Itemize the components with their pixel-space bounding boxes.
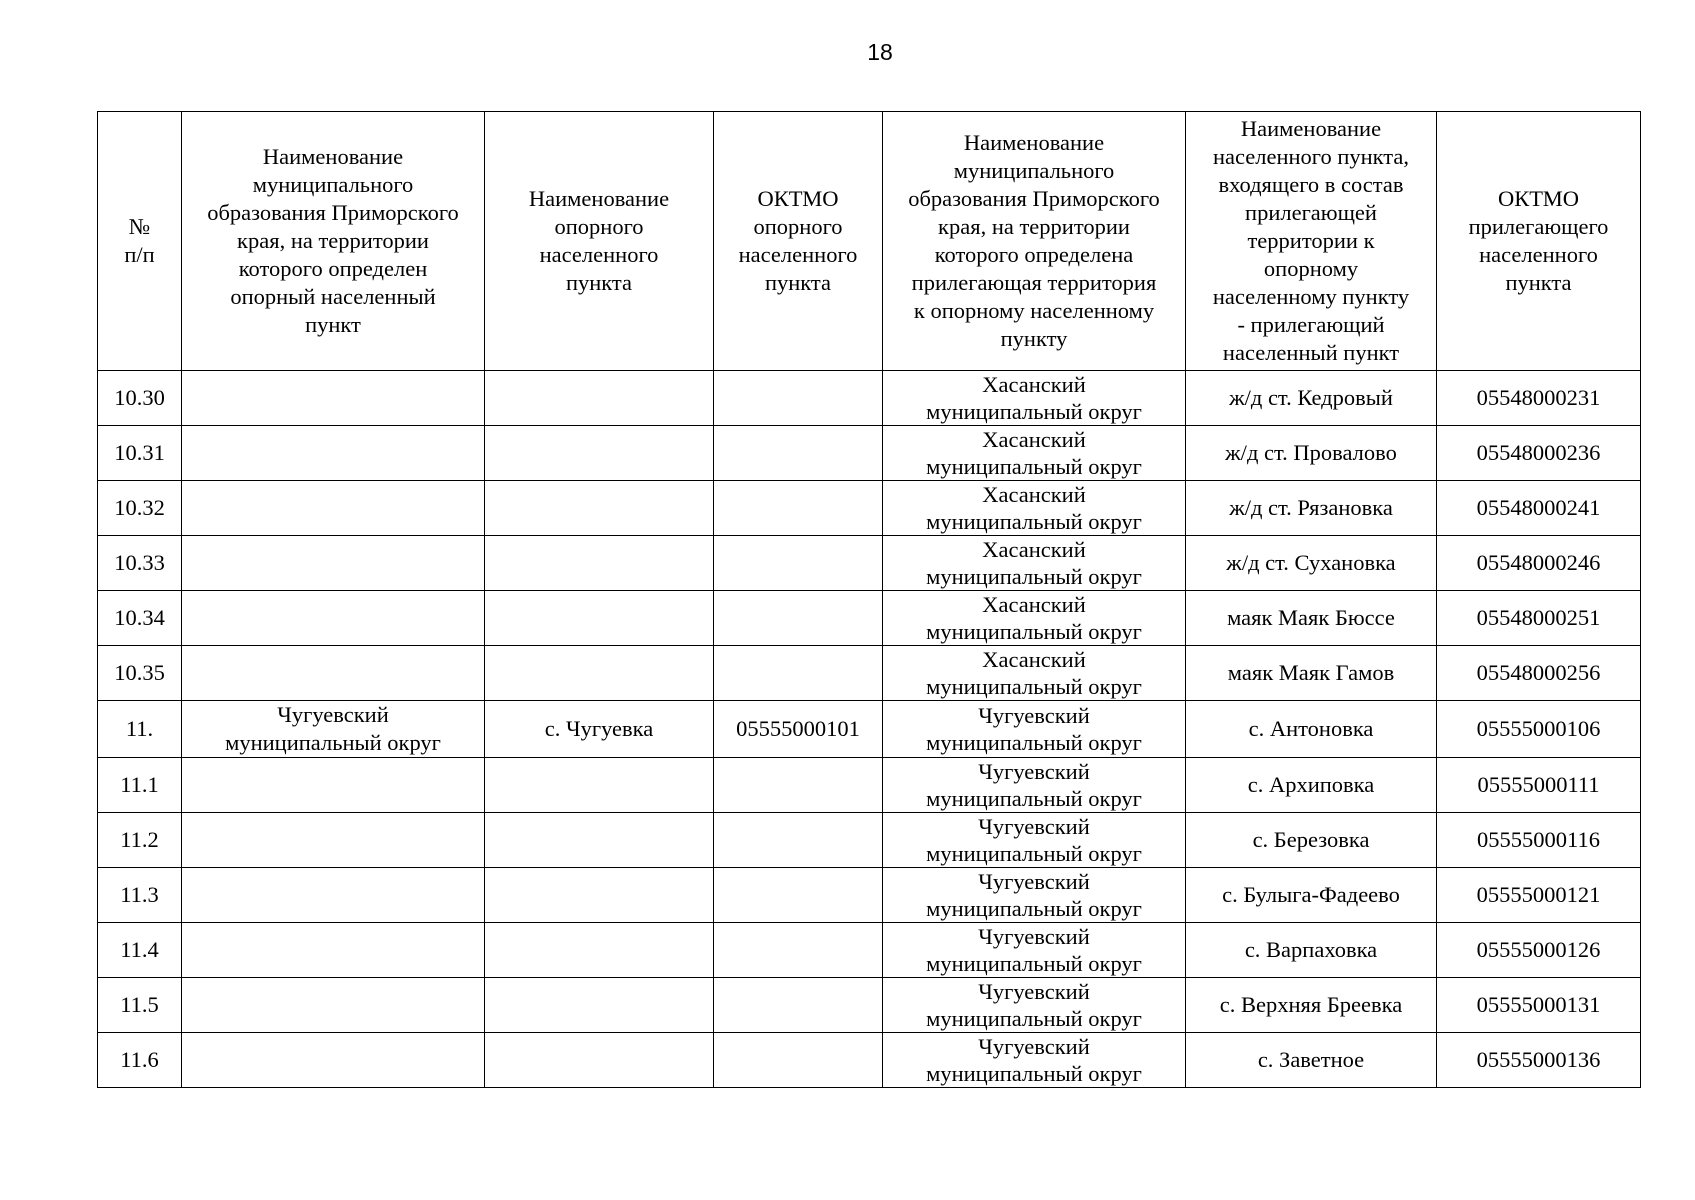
cell-base-settlement <box>485 868 714 923</box>
table-row <box>98 758 1641 813</box>
header-cell-adjacent-settlement: Наименование населенного пункта, входящего в состав прилегающей территории к опорному населенному пункту - прилегающий населенный пункт <box>1186 112 1437 371</box>
cell-base-municipality <box>182 868 485 923</box>
cell-adjacent-settlement: с. Архиповка <box>1186 758 1437 813</box>
cell-number: 11. <box>98 701 182 758</box>
cell-adjacent-settlement: с. Антоновка <box>1186 701 1437 758</box>
cell-district: Хасанский муниципальный округ <box>883 646 1186 701</box>
cell-number: 10.34 <box>98 591 182 646</box>
table-row <box>98 591 1641 646</box>
cell-number: 11.5 <box>98 978 182 1033</box>
table-row <box>98 371 1641 426</box>
cell-adjacent-oktmo: 05555000136 <box>1437 1033 1641 1088</box>
cell-district: Хасанский муниципальный округ <box>883 426 1186 481</box>
cell-base-oktmo <box>714 536 883 591</box>
cell-adjacent-oktmo: 05555000111 <box>1437 758 1641 813</box>
cell-adjacent-settlement: ж/д ст. Провалово <box>1186 426 1437 481</box>
cell-base-oktmo <box>714 646 883 701</box>
cell-adjacent-settlement: маяк Маяк Гамов <box>1186 646 1437 701</box>
table-row <box>98 481 1641 536</box>
cell-base-settlement <box>485 591 714 646</box>
cell-district: Чугуевский муниципальный округ <box>883 813 1186 868</box>
cell-base-oktmo <box>714 371 883 426</box>
cell-base-municipality <box>182 536 485 591</box>
cell-adjacent-settlement: маяк Маяк Бюссе <box>1186 591 1437 646</box>
cell-number: 10.33 <box>98 536 182 591</box>
cell-adjacent-oktmo: 05548000231 <box>1437 371 1641 426</box>
cell-base-settlement <box>485 371 714 426</box>
cell-number: 11.1 <box>98 758 182 813</box>
cell-base-settlement <box>485 813 714 868</box>
cell-base-oktmo <box>714 978 883 1033</box>
cell-district: Чугуевский муниципальный округ <box>883 868 1186 923</box>
cell-base-municipality: Чугуевский муниципальный округ <box>182 701 485 758</box>
cell-base-settlement <box>485 536 714 591</box>
table-row <box>98 701 1641 758</box>
cell-base-settlement <box>485 426 714 481</box>
cell-base-municipality <box>182 371 485 426</box>
header-cell-base-oktmo: ОКТМО опорного населенного пункта <box>714 112 883 371</box>
cell-adjacent-oktmo: 05555000131 <box>1437 978 1641 1033</box>
cell-adjacent-settlement: с. Варпаховка <box>1186 923 1437 978</box>
cell-base-municipality <box>182 978 485 1033</box>
cell-base-oktmo: 05555000101 <box>714 701 883 758</box>
table-body <box>98 371 1641 1088</box>
cell-district: Чугуевский муниципальный округ <box>883 1033 1186 1088</box>
table-row <box>98 1033 1641 1088</box>
table-row <box>98 426 1641 481</box>
cell-number: 11.4 <box>98 923 182 978</box>
cell-number: 11.2 <box>98 813 182 868</box>
cell-base-oktmo <box>714 591 883 646</box>
cell-base-settlement: с. Чугуевка <box>485 701 714 758</box>
header-cell-base-settlement: Наименование опорного населенного пункта <box>485 112 714 371</box>
cell-district: Хасанский муниципальный округ <box>883 591 1186 646</box>
cell-district: Чугуевский муниципальный округ <box>883 978 1186 1033</box>
header-cell-number: № п/п <box>98 112 182 371</box>
settlements-table <box>97 111 1641 1088</box>
cell-number: 10.31 <box>98 426 182 481</box>
cell-base-settlement <box>485 1033 714 1088</box>
cell-adjacent-oktmo: 05548000236 <box>1437 426 1641 481</box>
cell-base-municipality <box>182 481 485 536</box>
table-header <box>98 112 1641 371</box>
cell-district: Чугуевский муниципальный округ <box>883 758 1186 813</box>
cell-base-oktmo <box>714 426 883 481</box>
cell-district: Чугуевский муниципальный округ <box>883 923 1186 978</box>
cell-number: 10.32 <box>98 481 182 536</box>
cell-base-settlement <box>485 978 714 1033</box>
cell-base-settlement <box>485 646 714 701</box>
cell-base-oktmo <box>714 1033 883 1088</box>
cell-district: Чугуевский муниципальный округ <box>883 701 1186 758</box>
cell-base-oktmo <box>714 868 883 923</box>
cell-base-oktmo <box>714 481 883 536</box>
cell-number: 10.35 <box>98 646 182 701</box>
cell-adjacent-settlement: ж/д ст. Кедровый <box>1186 371 1437 426</box>
cell-district: Хасанский муниципальный округ <box>883 481 1186 536</box>
header-cell-base-municipality: Наименование муниципального образования Приморского края, на территории которого определен опорный населенный пункт <box>182 112 485 371</box>
cell-base-municipality <box>182 591 485 646</box>
cell-district: Хасанский муниципальный округ <box>883 371 1186 426</box>
table-row <box>98 868 1641 923</box>
cell-adjacent-oktmo: 05555000126 <box>1437 923 1641 978</box>
cell-adjacent-oktmo: 05555000106 <box>1437 701 1641 758</box>
cell-base-oktmo <box>714 758 883 813</box>
cell-base-municipality <box>182 813 485 868</box>
cell-adjacent-settlement: с. Заветное <box>1186 1033 1437 1088</box>
header-cell-adjacent-municipality: Наименование муниципального образования Приморского края, на территории которого определена прилегающая территория к опорному населенному пункту <box>883 112 1186 371</box>
cell-adjacent-oktmo: 05548000241 <box>1437 481 1641 536</box>
cell-base-settlement <box>485 481 714 536</box>
cell-number: 10.30 <box>98 371 182 426</box>
table-row <box>98 923 1641 978</box>
cell-adjacent-oktmo: 05555000121 <box>1437 868 1641 923</box>
table-row <box>98 978 1641 1033</box>
cell-base-municipality <box>182 758 485 813</box>
cell-adjacent-oktmo: 05548000251 <box>1437 591 1641 646</box>
cell-base-municipality <box>182 646 485 701</box>
cell-adjacent-settlement: с. Верхняя Бреевка <box>1186 978 1437 1033</box>
cell-adjacent-settlement: ж/д ст. Сухановка <box>1186 536 1437 591</box>
cell-adjacent-settlement: ж/д ст. Рязановка <box>1186 481 1437 536</box>
page-number: 18 <box>867 39 893 65</box>
table-row <box>98 536 1641 591</box>
cell-number: 11.6 <box>98 1033 182 1088</box>
cell-base-settlement <box>485 758 714 813</box>
header-cell-adjacent-oktmo: ОКТМО прилегающего населенного пункта <box>1437 112 1641 371</box>
cell-base-municipality <box>182 923 485 978</box>
cell-base-municipality <box>182 426 485 481</box>
cell-base-municipality <box>182 1033 485 1088</box>
cell-base-settlement <box>485 923 714 978</box>
cell-adjacent-settlement: с. Булыга-Фадеево <box>1186 868 1437 923</box>
cell-number: 11.3 <box>98 868 182 923</box>
header-row <box>98 112 1641 371</box>
cell-adjacent-settlement: с. Березовка <box>1186 813 1437 868</box>
cell-base-oktmo <box>714 813 883 868</box>
table-row <box>98 813 1641 868</box>
cell-base-oktmo <box>714 923 883 978</box>
cell-district: Хасанский муниципальный округ <box>883 536 1186 591</box>
cell-adjacent-oktmo: 05548000246 <box>1437 536 1641 591</box>
cell-adjacent-oktmo: 05548000256 <box>1437 646 1641 701</box>
cell-adjacent-oktmo: 05555000116 <box>1437 813 1641 868</box>
table-row <box>98 646 1641 701</box>
